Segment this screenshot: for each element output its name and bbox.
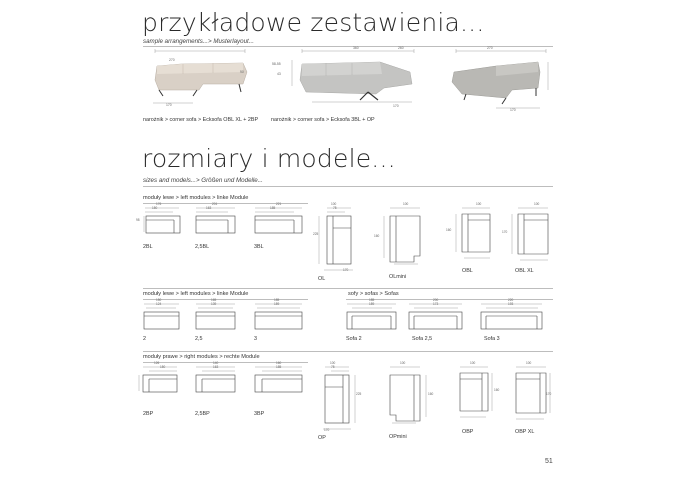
dim-2-seat: 124 [156, 302, 162, 306]
corner-sofa-photo-1 [143, 48, 253, 114]
module-3bp-drawing [254, 365, 306, 395]
dim-2bl-depth: 98 [136, 218, 140, 222]
module-op-drawing [313, 365, 363, 435]
dim-sofa2-width: 185 [369, 298, 375, 302]
dim-2-width: 150 [156, 298, 162, 302]
section-header-sofas: sofy > sofas > Sofas [348, 291, 399, 297]
dim-op-length: 225 [356, 392, 362, 396]
module-label-2bp: 2BP [143, 411, 154, 417]
photo3-dim-depth: 170 [510, 108, 516, 112]
module-label-obpxl: OBP XL [515, 429, 535, 435]
section-header-right-modules: moduły prawe > right modules > rechte Module [143, 354, 260, 360]
photo2-dim-width: 360 [353, 46, 359, 50]
dim-2bp-seat: 126 [154, 361, 160, 365]
dim-op-depth: 170 [324, 428, 330, 432]
module-2bl-drawing [143, 206, 183, 236]
dim-3-width: 185 [274, 298, 280, 302]
sofa-25-drawing [408, 302, 468, 332]
dim-25bl-seat: 163 [206, 206, 212, 210]
photo2-caption: narożnik > corner sofa > Ecksofa 3BL + OP [271, 117, 375, 123]
module-ol-drawing [313, 206, 363, 276]
dim-sofa25-seat: 173 [433, 302, 439, 306]
dim-3bp-seat: 160 [276, 361, 282, 365]
module-label-oblxl: OBL XL [515, 268, 534, 274]
photo3-dim-width: 270 [487, 46, 493, 50]
module-label-2: 2 [143, 336, 146, 342]
dim-olmini-width: 100 [403, 202, 409, 206]
module-2-drawing [143, 302, 183, 332]
corner-sofa-photo-2 [272, 48, 422, 114]
divider [143, 203, 308, 204]
module-obp-drawing [452, 365, 496, 421]
sizes-subtitle: sizes and models...> Größen und Modelle... [143, 177, 263, 184]
dim-3bp-width: 185 [276, 365, 282, 369]
dim-obl-width: 100 [476, 202, 482, 206]
module-label-ol: OL [318, 276, 326, 282]
dim-ol-seat: 75 [333, 206, 337, 210]
photo2-dim-seat: 43 [277, 72, 281, 76]
module-label-obl: OBL [462, 268, 473, 274]
divider [143, 288, 553, 289]
divider [346, 299, 553, 300]
module-obl-drawing [452, 206, 496, 262]
module-2bp-drawing [137, 365, 183, 395]
photo1-dim-width: 270 [169, 58, 175, 62]
divider [143, 362, 308, 363]
examples-subtitle: sample arrangements...> Musterlayout... [143, 38, 254, 45]
sofa-label-2: Sofa 2 [346, 336, 362, 342]
page-number: 51 [545, 458, 553, 465]
sofa-label-3: Sofa 3 [484, 336, 500, 342]
divider [143, 351, 553, 352]
dim-opmini-width: 100 [400, 361, 406, 365]
photo1-dim-height: 90 [240, 70, 244, 74]
module-label-olmini: OLmini [389, 274, 407, 280]
dim-3bl-width: 221 [276, 202, 282, 206]
module-olmini-drawing [380, 206, 430, 270]
dim-op-width: 100 [330, 361, 336, 365]
dim-obpxl-width: 100 [526, 361, 532, 365]
dim-ol-length: 225 [313, 232, 319, 236]
dim-25bl-width: 201 [212, 202, 218, 206]
dim-sofa3-seat: 193 [508, 302, 514, 306]
module-label-3: 3 [254, 336, 257, 342]
module-label-3bl: 3BL [254, 244, 264, 250]
dim-obl-length: 160 [446, 228, 452, 232]
module-25-drawing [195, 302, 239, 332]
dim-25bp-seat: 140 [213, 361, 219, 365]
dim-2bp-width: 150 [160, 365, 166, 369]
dim-ol-depth: 170 [343, 268, 349, 272]
dim-oblxl-width: 100 [534, 202, 540, 206]
module-3bl-drawing [254, 206, 306, 236]
module-25bp-drawing [195, 365, 239, 395]
dim-sofa3-width: 220 [508, 298, 514, 302]
divider [143, 299, 308, 300]
dim-ol-width: 100 [331, 202, 337, 206]
dim-3bl-seat: 185 [270, 206, 276, 210]
module-label-25bl: 2,5BL [195, 244, 210, 250]
dim-sofa25-width: 200 [433, 298, 439, 302]
dim-obp-length: 160 [494, 388, 500, 392]
dim-3-seat: 159 [274, 302, 280, 306]
module-oblxl-drawing [508, 206, 554, 264]
dim-sofa2-seat: 159 [369, 302, 375, 306]
module-label-obp: OBP [462, 429, 474, 435]
module-3-drawing [254, 302, 306, 332]
sizes-title: rozmiary i modele... [142, 144, 396, 173]
module-label-25bp: 2,5BP [195, 411, 210, 417]
dim-25bp-width: 163 [213, 365, 219, 369]
photo2-dim-width2: 260 [398, 46, 404, 50]
sofa-2-drawing [346, 302, 402, 332]
dim-olmini-length: 160 [374, 234, 380, 238]
dim-25-seat: 139 [211, 302, 217, 306]
photo1-dim-depth: 170 [166, 103, 172, 107]
dim-25-width: 165 [211, 298, 217, 302]
dim-opmini-length: 160 [428, 392, 434, 396]
module-25bl-drawing [195, 206, 239, 236]
corner-sofa-photo-3 [436, 48, 556, 114]
module-label-opmini: OPmini [389, 434, 407, 440]
module-label-op: OP [318, 435, 326, 441]
dim-op-seat: 75 [331, 365, 335, 369]
module-label-3bp: 3BP [254, 411, 265, 417]
sofa-3-drawing [480, 302, 546, 332]
divider [143, 186, 553, 187]
dim-oblxl-length: 170 [502, 230, 508, 234]
photo1-caption: narożnik > corner sofa > Ecksofa OBL XL + 2BP [143, 117, 259, 123]
dim-obpxl-length: 170 [546, 392, 552, 396]
section-header-left-modules: moduły lewe > left modules > linke Module [143, 195, 249, 201]
examples-title: przykładowe zestawienia... [142, 8, 485, 37]
sofa-label-25: Sofa 2,5 [412, 336, 433, 342]
photo2-dim-height: 58-55 [272, 62, 281, 66]
photo2-dim-depth: 170 [393, 104, 399, 108]
dim-2bl-seat: 150 [152, 206, 158, 210]
section-header-left-modules-2: moduły lewe > left modules > linke Module [143, 291, 249, 297]
module-label-25: 2,5 [195, 336, 203, 342]
module-opmini-drawing [380, 365, 430, 429]
dim-obp-width: 100 [470, 361, 476, 365]
dim-2bl-width: 176 [156, 202, 162, 206]
module-label-2bl: 2BL [143, 244, 153, 250]
